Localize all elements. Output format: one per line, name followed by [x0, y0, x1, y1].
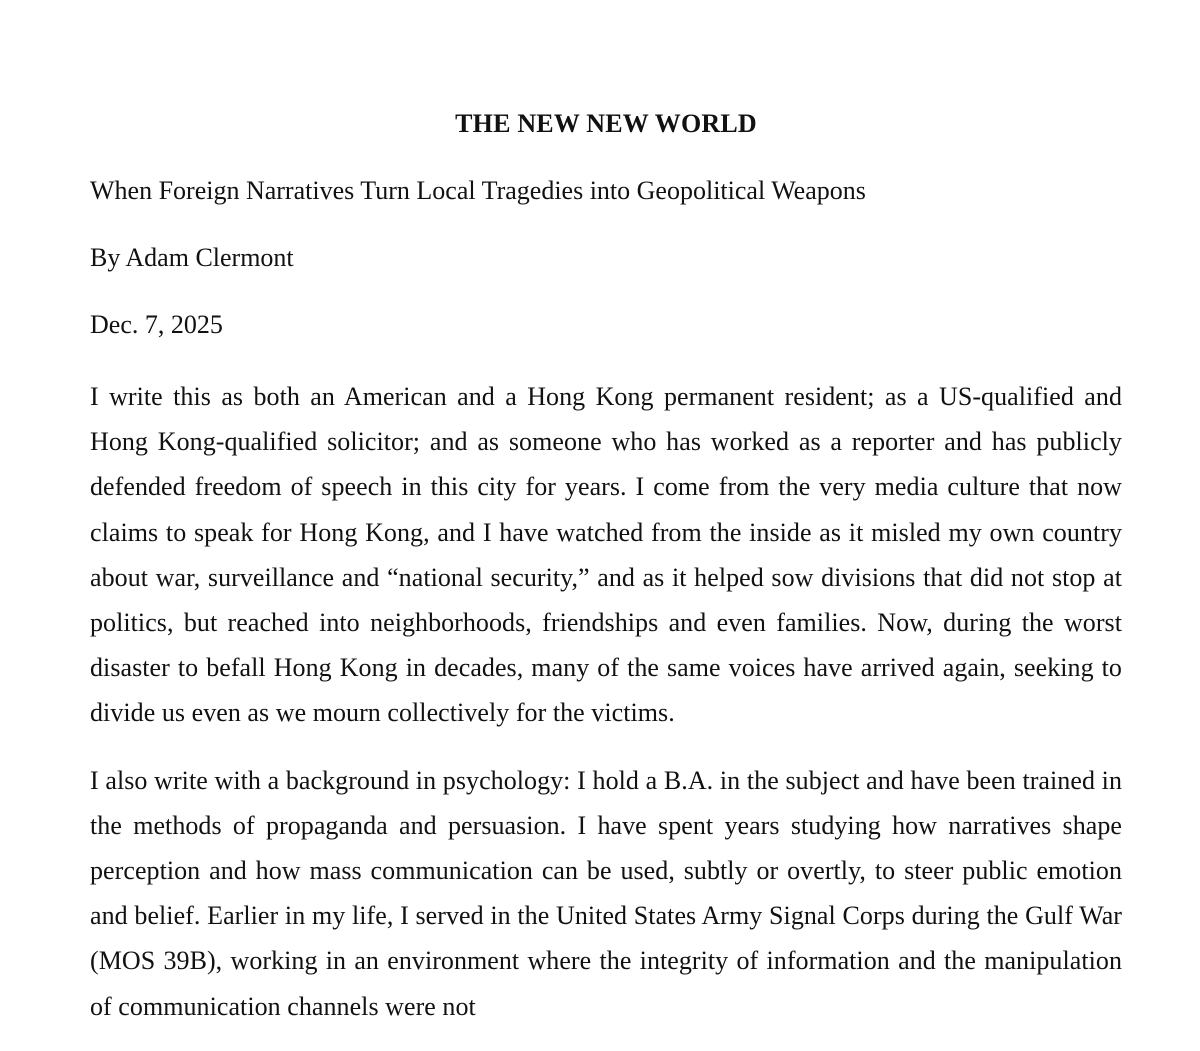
body-paragraph-1: I write this as both an American and a Hong Kong permanent resident; as a US-qualified and Hong Kong-qualified solicitor; and as someone who has worked as a reporter and has publicly defended freedom of speech in this city for years. I come from the very media culture that now claims to speak for Hong Kong, and I have watched from the inside as it misled my own country about war, surveillance and “national security,” and as it helped sow divisions that did not stop at politics, but reached into neighborhoods, friendships and even families. Now, during the worst disaster to befall Hong Kong in decades, many of the same voices have arrived again, seeking to divide us even as we mourn collectively for the victims.: [90, 382, 1122, 728]
article-title: THE NEW NEW WORLD: [455, 109, 757, 138]
article: [90, 106, 1122, 1051]
article-subtitle: When Foreign Narratives Turn Local Tragedies into Geopolitical Weapons: [90, 176, 866, 205]
body-paragraph-2: I also write with a background in psychology: I hold a B.A. in the subject and have been trained in the methods of propaganda and persuasion. I have spent years studying how narratives shape perception and how mass communication can be used, subtly or overtly, to steer public emotion and belief. Earlier in my life, I served in the United States Army Signal Corps during the Gulf War (MOS 39B), working in an environment where the integrity of information and the manipulation of communication channels were not: [90, 765, 1122, 1021]
article-date: Dec. 7, 2025: [90, 310, 223, 339]
article-byline: By Adam Clermont: [90, 243, 294, 272]
